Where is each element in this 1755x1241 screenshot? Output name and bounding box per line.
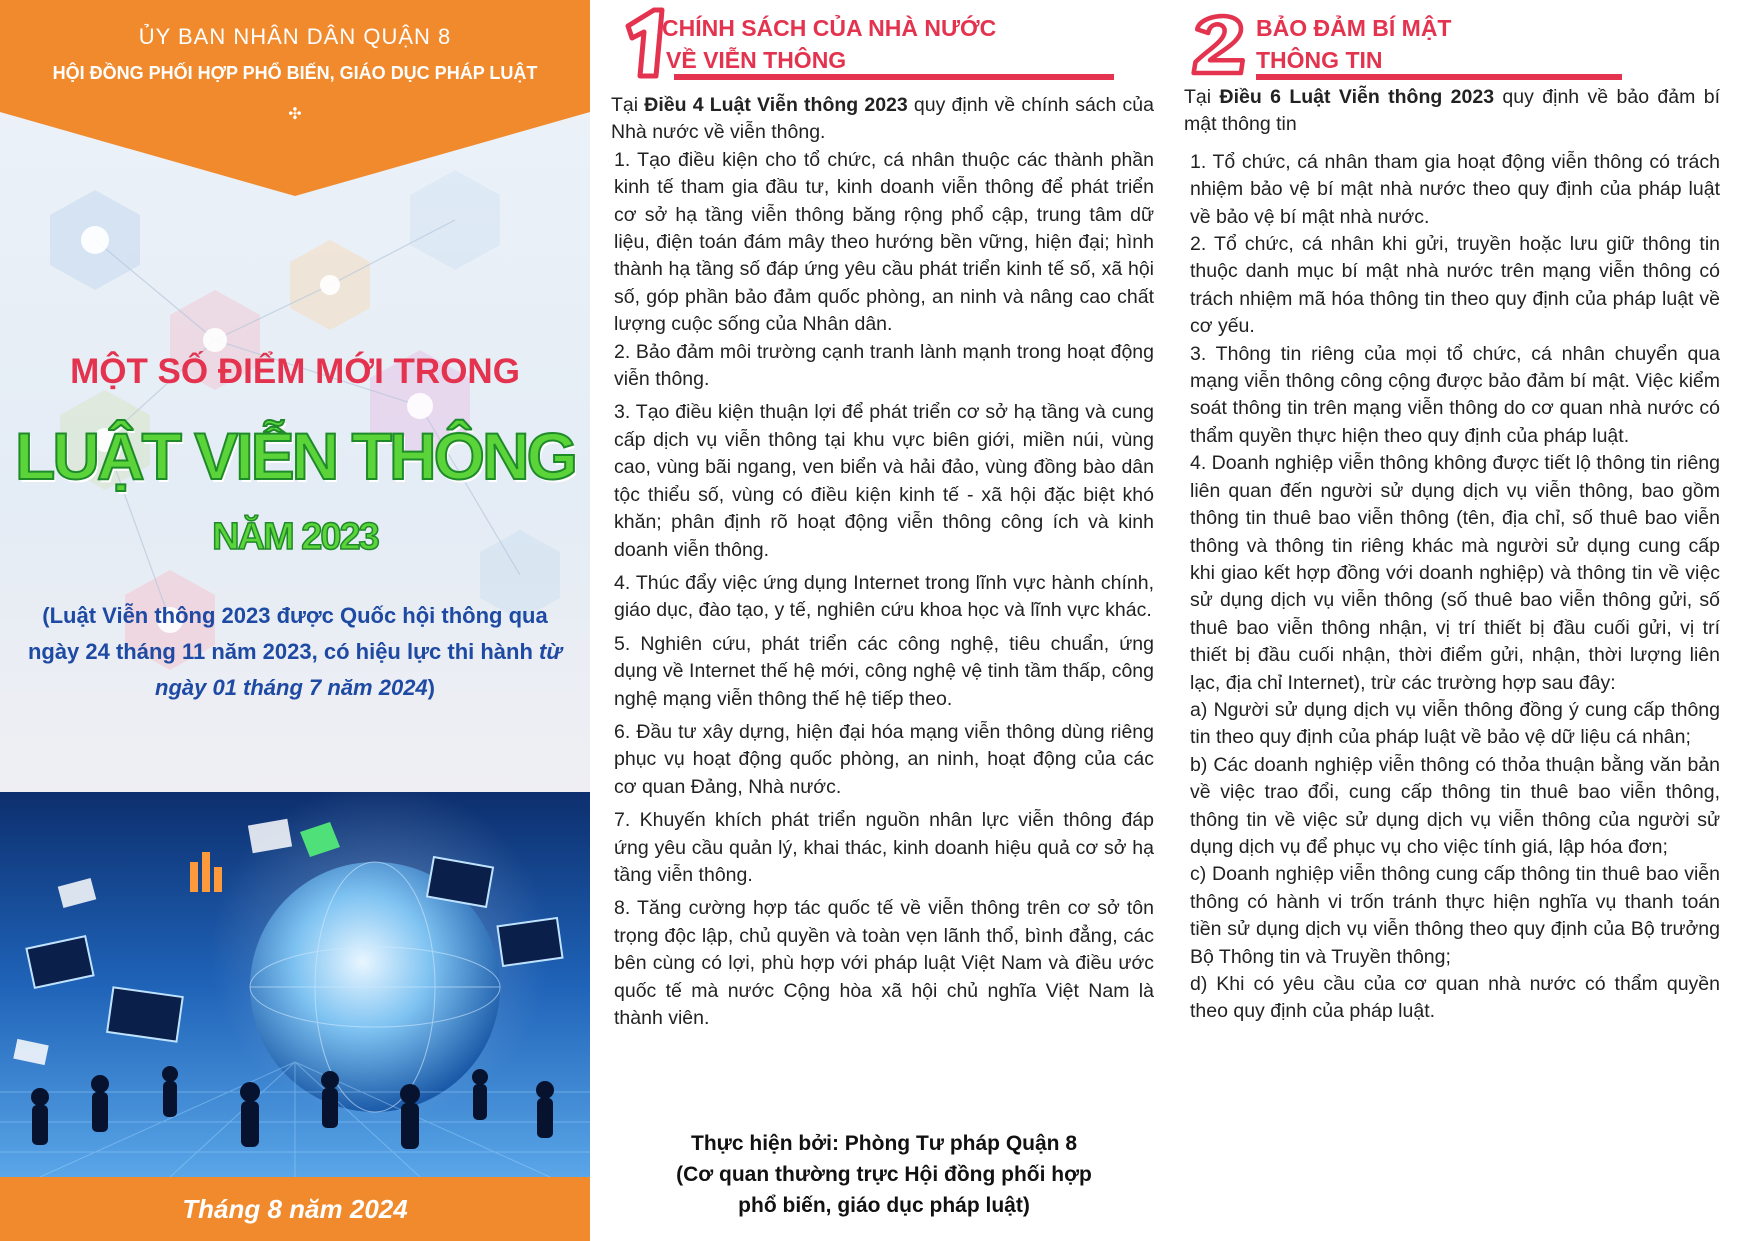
section-1-header bbox=[614, 0, 1154, 84]
section-2-item: a) Người sử dụng dịch vụ viễn thông đồng ý cung cấp thông tin theo quy định của pháp luật về bảo vệ dữ liệu cá nhân; bbox=[1190, 698, 1720, 749]
section-1-item: 3. Tạo điều kiện thuận lợi để phát triển cơ sở hạ tầng và cung cấp dịch vụ viễn thông tại khu vực biên giới, miền núi, vùng cao, vùng bãi ngang, ven biển và hải đảo, vùng đồng bào dân tộc thiểu số, vùng có điều kiện kinh tế - xã hội đặc biệt khó khăn; phân định rõ hoạt động viễn thông công ích và kinh doanh viễn thông. bbox=[614, 401, 1154, 561]
cover-note-italic: từ ngày 01 tháng 7 năm 2024 bbox=[155, 639, 563, 700]
credit-line3: phổ biến, giáo dục pháp luật) bbox=[738, 1194, 1030, 1217]
cover-header-banner bbox=[0, 0, 590, 196]
section-2-intro bbox=[1184, 84, 1720, 139]
section-2-item: 3. Thông tin riêng của mọi tổ chức, cá nhân chuyển qua mạng viễn thông công cộng được bảo đảm bí mật. Việc kiểm soát thông tin trên mạng viễn thông do cơ quan nhà nước có thẩm quyền thực hiện theo quy định của pháp luật. bbox=[1190, 342, 1720, 447]
section-2-item: 4. Doanh nghiệp viễn thông không được tiết lộ thông tin riêng liên quan đến người sử dụng dịch vụ viễn thông, bao gồm thông tin thuê bao viễn thông (tên, địa chỉ, số thuê bao viễn thông và thông tin riêng khác mà người sử dụng cung cấp khi giao kết hợp đồng với doanh nghiệp) và thông tin về việc sử dụng dịch vụ viễn thông (số thuê bao viễn thông gửi, số thuê bao viễn thông nhận, vị trí thiết bị đầu cuối gửi, vị trí thiết bị đầu cuối nhận, thời điểm gửi, nhận, thời lượng liên lạc, địa chỉ Internet), trừ các trường hợp sau đây: bbox=[1190, 452, 1720, 694]
section-1-title-line2: VỀ VIỄN THÔNG bbox=[666, 47, 847, 73]
credit-block bbox=[614, 1128, 1154, 1221]
section-1-rule bbox=[674, 74, 1114, 80]
section-1-item: 2. Bảo đảm môi trường cạnh tranh lành mạnh trong hoạt động viễn thông. bbox=[614, 340, 1154, 391]
section-1-item: 5. Nghiên cứu, phát triển các công nghệ, tiêu chuẩn, ứng dụng về Internet thế hệ mới, công nghệ vệ tinh tầm thấp, công nghệ mạng viễn thông thế hệ tiếp theo. bbox=[614, 632, 1154, 710]
section-2-column bbox=[1184, 0, 1721, 1026]
cover-title-line1: MỘT SỐ ĐIỂM MỚI TRONG bbox=[70, 352, 520, 391]
section-1-item: 7. Khuyến khích phát triển nguồn nhân lực viễn thông đáp ứng yêu cầu quản lý, khai thác, kinh doanh hiệu quả cơ sở hạ tầng viễn thông. bbox=[614, 809, 1154, 886]
section-1-body bbox=[611, 92, 1154, 1032]
cover-title-main: LUẬT VIỄN THÔNG bbox=[15, 419, 575, 493]
section-1-item: 4. Thúc đẩy việc ứng dụng Internet trong lĩnh vực hành chính, giáo dục, đào tạo, y tế, nghiên cứu khoa học và lĩnh vực khác. bbox=[614, 571, 1154, 622]
section-1-title bbox=[662, 12, 996, 76]
section-2-item: c) Doanh nghiệp viễn thông cung cấp thông tin thuê bao viễn thông có hành vi trốn tránh thực hiện nghĩa vụ thanh toán tiền sử dụng dịch vụ viễn thông theo quy định của Bộ trưởng Bộ Thông tin và Truyền thông; bbox=[1190, 863, 1720, 968]
section-2-title-line1: BẢO ĐẢM BÍ MẬT bbox=[1256, 15, 1452, 41]
council-name: HỘI ĐỒNG PHỐI HỢP PHỔ BIẾN, GIÁO DỤC PHÁP LUẬT bbox=[52, 63, 538, 83]
section-1-intro bbox=[611, 92, 1154, 147]
cover-note-end: ) bbox=[427, 675, 435, 700]
section-1-intro-prefix: Tại bbox=[611, 94, 645, 116]
section-2-rule bbox=[1256, 74, 1622, 80]
cover-footer bbox=[0, 1177, 590, 1241]
section-2-item: 2. Tổ chức, cá nhân khi gửi, truyền hoặc lưu giữ thông tin thuộc danh mục bí mật nhà nước trên mạng viễn thông có trách nhiệm mã hóa thông tin theo quy định của pháp luật về cơ yếu. bbox=[1190, 233, 1720, 338]
issue-date: Tháng 8 năm 2024 bbox=[182, 1194, 408, 1224]
section-2-item: 1. Tổ chức, cá nhân tham gia hoạt động viễn thông có trách nhiệm bảo vệ bí mật nhà nước theo quy định của pháp luật về bảo vệ bí mật nhà nước. bbox=[1190, 150, 1720, 228]
section-2-item: d) Khi có yêu cầu của cơ quan nhà nước có thẩm quyền theo quy định của pháp luật. bbox=[1190, 973, 1720, 1023]
section-2-header bbox=[1190, 0, 1720, 84]
section-2-intro-bold: Điều 6 Luật Viễn thông 2023 bbox=[1219, 86, 1495, 108]
section-2-item: b) Các doanh nghiệp viễn thông có thỏa thuận bằng văn bản về việc trao đổi, cung cấp thông tin thuê bao viễn thông, thông tin về việc sử dụng dịch vụ viễn thông của người sử dụng dịch vụ để phục vụ cho việc tính giá, lập hóa đơn; bbox=[1190, 753, 1720, 858]
org-name: ỦY BAN NHÂN DÂN QUẬN 8 bbox=[138, 24, 452, 49]
number-2-icon bbox=[1190, 4, 1250, 82]
section-1-title-line1: CHÍNH SÁCH CỦA NHÀ NƯỚC bbox=[662, 15, 997, 41]
cover-note bbox=[20, 598, 570, 706]
credit-line2: (Cơ quan thường trực Hội đồng phối hợp bbox=[676, 1163, 1092, 1186]
section-1-item: 8. Tăng cường hợp tác quốc tế về viễn thông trên cơ sở tôn trọng độc lập, chủ quyền và toàn vẹn lãnh thổ, bình đẳng, các bên cùng có lợi, phù hợp với pháp luật Việt Nam và điều ước quốc tế mà nước Cộng hòa xã hội chủ nghĩa Việt Nam là thành viên. bbox=[614, 897, 1154, 1029]
section-2-intro-suffix: quy định về bảo đảm bí mật thông tin bbox=[1184, 86, 1721, 136]
section-2-title bbox=[1256, 12, 1451, 76]
cover-note-main: (Luật Viễn thông 2023 được Quốc hội thông qua ngày 24 tháng 11 năm 2023, có hiệu lực thi hành bbox=[27, 603, 548, 664]
ornament-icon: ✣ bbox=[288, 106, 302, 123]
section-2-intro-prefix: Tại bbox=[1184, 86, 1220, 108]
section-2-body bbox=[1184, 84, 1721, 1026]
section-2-title-line2: THÔNG TIN bbox=[1256, 47, 1383, 73]
section-1-item: 6. Đầu tư xây dựng, hiện đại hóa mạng viễn thông dùng riêng phục vụ hoạt động quốc phòng, an ninh, hoạt động của các cơ quan Đảng, Nhà nước. bbox=[614, 720, 1154, 798]
section-1-intro-suffix: quy định về chính sách của Nhà nước về viễn thông. bbox=[611, 94, 1154, 144]
cover-panel bbox=[0, 0, 590, 1241]
section-1-intro-bold: Điều 4 Luật Viễn thông 2023 bbox=[644, 94, 908, 116]
section-1-item: 1. Tạo điều kiện cho tổ chức, cá nhân thuộc các thành phần kinh tế tham gia đầu tư, kinh doanh viễn thông để phát triển cơ sở hạ tầng viễn thông băng rộng phổ cập, trung tâm dữ liệu, điện toán đám mây theo hướng bền vững, hiện đại; hình thành hạ tầng số đáp ứng yêu cầu phát triển kinh tế số, xã hội số, góp phần bảo đảm quốc phòng, an ninh và nâng cao chất lượng cuộc sống của Nhân dân. bbox=[614, 148, 1154, 336]
telecom-network-illustration bbox=[0, 792, 590, 1177]
credit-line1: Thực hiện bởi: Phòng Tư pháp Quận 8 bbox=[691, 1132, 1077, 1155]
cover-title-year: NĂM 2023 bbox=[212, 516, 378, 558]
section-1-column bbox=[611, 0, 1154, 1032]
